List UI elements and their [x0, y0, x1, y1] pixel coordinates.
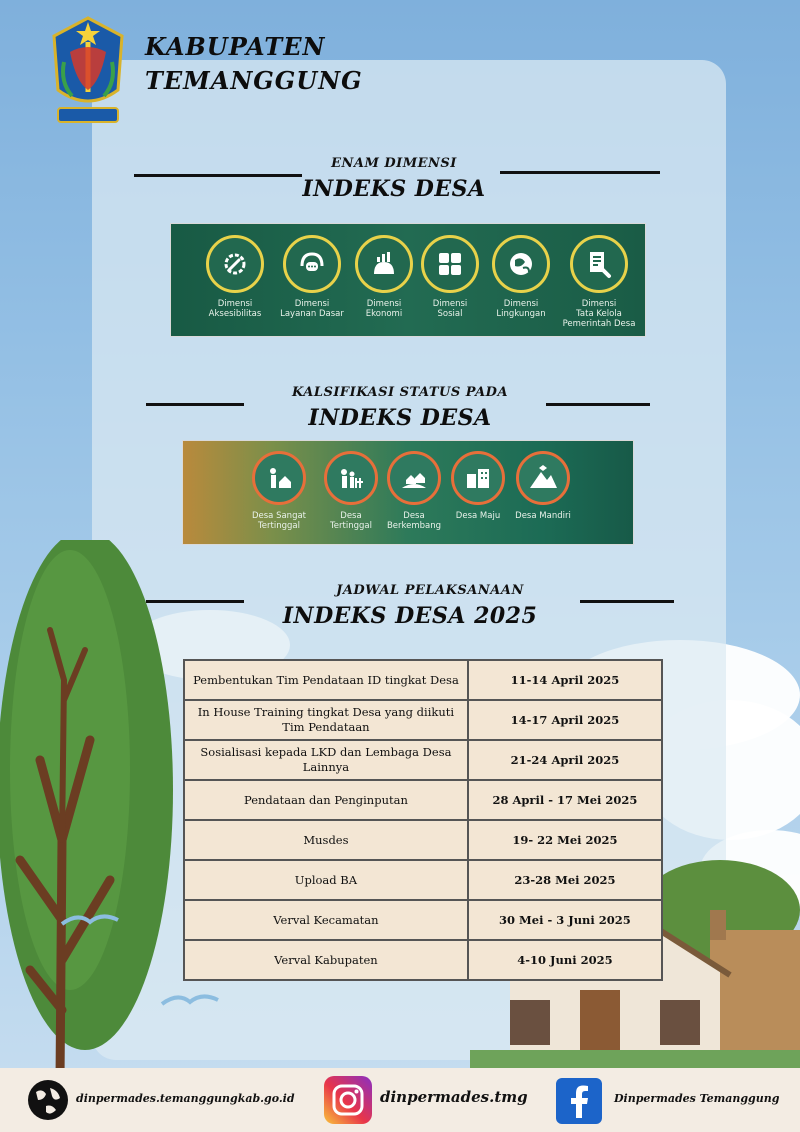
- activity-cell: In House Training tingkat Desa yang diikuti Tim Pendataan: [184, 700, 468, 740]
- gear-wrench-icon: [206, 235, 264, 293]
- village-growth-icon: [387, 451, 441, 505]
- date-cell: 28 April - 17 Mei 2025: [468, 780, 662, 820]
- dimension-label: Pemerintah Desa: [562, 319, 636, 329]
- town-buildings-icon: [451, 451, 505, 505]
- schedule-table: [183, 659, 663, 981]
- table-row: [184, 900, 662, 940]
- dimension-label: Dimensi: [581, 299, 617, 309]
- dimension-label: Aksesibilitas: [208, 309, 262, 319]
- activity-cell: Upload BA: [184, 860, 468, 900]
- status-label: Desa Sangat: [251, 511, 307, 521]
- dimension-label: Layanan Dasar: [280, 309, 344, 319]
- dimensions-banner: [170, 223, 646, 337]
- earth-leaf-icon: [492, 235, 550, 293]
- dimension-item: [413, 235, 487, 319]
- activity-cell: Sosialisasi kepada LKD dan Lembaga Desa Lainnya: [184, 740, 468, 780]
- section2-subtitle: KALSIFIKASI STATUS PADA: [291, 385, 509, 400]
- facebook-page[interactable]: Dinpermades Temanggung: [614, 1092, 780, 1105]
- status-label: Tertinggal: [258, 521, 300, 531]
- dimension-label: Dimensi: [217, 299, 253, 309]
- social-people-icon: [421, 235, 479, 293]
- mountain-village-icon: [516, 451, 570, 505]
- dimension-item: [347, 235, 421, 319]
- activity-cell: Pembentukan Tim Pendataan ID tingkat Desa: [184, 660, 468, 700]
- section3-title: INDEKS DESA 2025: [282, 603, 538, 629]
- date-cell: 4-10 Juni 2025: [468, 940, 662, 980]
- section2-title: INDEKS DESA: [308, 405, 492, 431]
- date-cell: 21-24 April 2025: [468, 740, 662, 780]
- document-gavel-icon: [570, 235, 628, 293]
- facebook-icon[interactable]: [556, 1078, 602, 1124]
- status-banner: [182, 440, 634, 545]
- table-row: [184, 820, 662, 860]
- table-row: [184, 860, 662, 900]
- status-label: Desa: [340, 511, 362, 521]
- date-cell: 30 Mei - 3 Juni 2025: [468, 900, 662, 940]
- status-item: [241, 451, 317, 531]
- instagram-handle[interactable]: dinpermades.tmg: [380, 1088, 528, 1106]
- website-link[interactable]: dinpermades.temanggungkab.go.id: [76, 1092, 295, 1105]
- date-cell: 11-14 April 2025: [468, 660, 662, 700]
- status-label: Tertinggal: [330, 521, 372, 531]
- dimension-label: Ekonomi: [365, 309, 403, 319]
- title-line-2: TEMANGGUNG: [145, 66, 363, 95]
- dimension-item: [557, 235, 641, 329]
- dimension-label: Tata Kelola: [576, 309, 622, 319]
- activity-cell: Verval Kabupaten: [184, 940, 468, 980]
- instagram-icon[interactable]: [324, 1076, 372, 1124]
- section3-subtitle: JADWAL PELAKSANAAN: [336, 583, 524, 598]
- bird-icon: [160, 990, 220, 1010]
- date-cell: 23-28 Mei 2025: [468, 860, 662, 900]
- page-title: [145, 30, 363, 98]
- dimension-label: Dimensi: [503, 299, 539, 309]
- activity-cell: Pendataan dan Penginputan: [184, 780, 468, 820]
- date-cell: 19- 22 Mei 2025: [468, 820, 662, 860]
- dimension-item: [484, 235, 558, 319]
- dimension-label: Lingkungan: [496, 309, 546, 319]
- date-cell: 14-17 April 2025: [468, 700, 662, 740]
- dimension-label: Dimensi: [366, 299, 402, 309]
- divider-right: [500, 171, 660, 174]
- title-line-1: KABUPATEN: [145, 32, 326, 61]
- dimension-label: Dimensi: [432, 299, 468, 309]
- table-row: [184, 700, 662, 740]
- section1-title: INDEKS DESA: [302, 176, 486, 202]
- headset-chat-icon: [283, 235, 341, 293]
- status-label: Desa Mandiri: [515, 511, 571, 521]
- dimension-item: [275, 235, 349, 319]
- footer-bar: [0, 1068, 800, 1132]
- section1-subtitle: ENAM DIMENSI: [331, 156, 457, 171]
- table-row: [184, 940, 662, 980]
- table-row: [184, 660, 662, 700]
- status-label: Berkembang: [386, 521, 442, 531]
- dimension-label: Sosial: [437, 309, 463, 319]
- table-row: [184, 780, 662, 820]
- activity-cell: Verval Kecamatan: [184, 900, 468, 940]
- person-house-icon: [252, 451, 306, 505]
- family-fence-icon: [324, 451, 378, 505]
- activity-cell: Musdes: [184, 820, 468, 860]
- dimension-label: Dimensi: [294, 299, 330, 309]
- dimension-item: [198, 235, 272, 319]
- status-label: Desa Maju: [455, 511, 501, 521]
- bird-icon: [60, 910, 120, 930]
- table-row: [184, 740, 662, 780]
- globe-chart-icon: [355, 235, 413, 293]
- status-label: Desa: [403, 511, 425, 521]
- status-item: [505, 451, 581, 521]
- globe-icon: [26, 1078, 70, 1122]
- temanggung-emblem-logo: [48, 12, 128, 132]
